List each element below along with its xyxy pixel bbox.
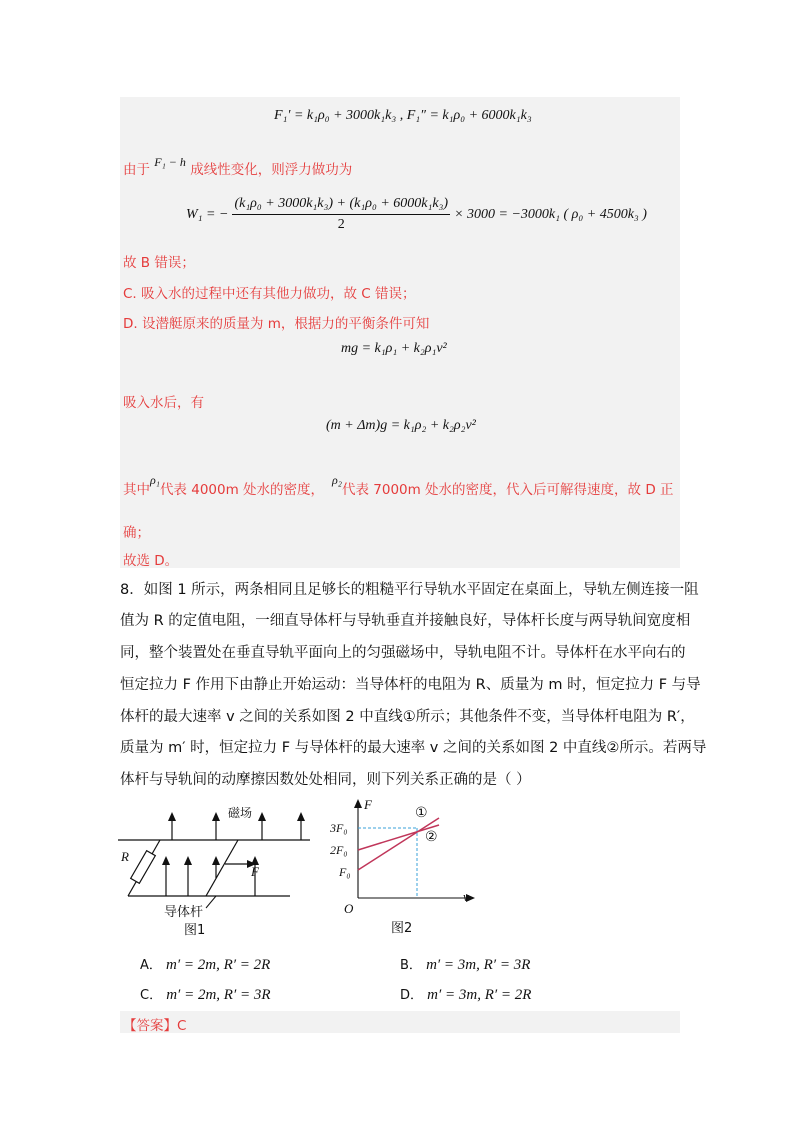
- tick-2F0: 2F₀: [330, 843, 348, 857]
- question-line-4: 恒定拉力 F 作用下由静止开始运动：当导体杆的电阻为 R、质量为 m 时，恒定拉力 F 与导: [120, 677, 701, 693]
- option-a[interactable]: [140, 954, 270, 974]
- resistor: [131, 851, 156, 884]
- figure-1-circuit: [110, 800, 330, 940]
- line-2-label: ②: [425, 829, 438, 845]
- work-numerator: (k₁ρ₀ + 3000k₁k₃) + (k₁ρ₀ + 6000k₁k₃): [232, 196, 450, 215]
- answer-line: [123, 1014, 186, 1034]
- line-linear: [123, 155, 353, 178]
- work-lhs: W₁ = −: [186, 206, 229, 222]
- question-line-6: 质量为 m′ 时，恒定拉力 F 与导体杆的最大速率 v 之间的关系如图 2 中直线②所示。若两导: [120, 740, 707, 756]
- label-F: F: [251, 864, 259, 879]
- origin-label: O: [344, 901, 354, 916]
- question-line-2: 值为 R 的定值电阻，一细直导体杆与导轨垂直并接触良好，导体杆长度与两导轨间宽度相: [120, 613, 691, 629]
- line-linear-var: F₁ − h: [154, 155, 186, 169]
- line-rho: [123, 473, 674, 498]
- work-fraction: [232, 196, 450, 233]
- question-line-7: 体杆与导轨间的动摩擦因数处处相同，则下列关系正确的是（ ）: [120, 772, 531, 788]
- option-b-letter: B．: [400, 958, 422, 973]
- tick-F0: F₀: [339, 865, 351, 879]
- option-d-letter: D．: [400, 988, 424, 1003]
- option-c-text: m′ = 2m, R′ = 3R: [166, 987, 271, 1003]
- line-c: C. 吸入水的过程中还有其他力做功，故 C 错误；: [123, 286, 416, 302]
- work-rhs: × 3000 = −3000k₁ ( ρ₀ + 4500k₃ ): [454, 206, 647, 222]
- axis-x-label: v: [463, 889, 469, 904]
- label-R: R: [121, 849, 129, 864]
- figure-2-caption: 图2: [391, 921, 413, 936]
- option-d-text: m′ = 3m, R′ = 2R: [427, 987, 532, 1003]
- option-a-text: m′ = 2m, R′ = 2R: [166, 957, 271, 973]
- option-c[interactable]: [140, 984, 271, 1004]
- answer-box: [120, 1011, 680, 1033]
- figure-2-graph: [330, 795, 490, 940]
- label-field: 磁场: [228, 806, 253, 820]
- figure-1-caption: 图1: [184, 923, 206, 938]
- line-1-label: ①: [415, 805, 428, 821]
- line-rho-part2: 代表 4000m 处水的密度，: [159, 482, 325, 498]
- line-rho-cont: 确；: [123, 525, 150, 541]
- equation-work: [186, 196, 647, 233]
- rho2-symbol: ρ₂: [332, 473, 342, 487]
- line-d: D. 设潜艇原来的质量为 m，根据力的平衡条件可知: [123, 316, 430, 332]
- equation-balance-1: mg = k₁ρ₁ + k₂ρ₁v²: [341, 341, 447, 356]
- line-rho-part1: 其中: [123, 482, 150, 498]
- line-after-absorb: 吸入水后，有: [123, 395, 204, 411]
- line-choose: 故选 D。: [123, 553, 179, 569]
- question-line-1: 8．如图 1 所示，两条相同且足够长的粗糙平行导轨水平固定在桌面上，导轨左侧连接一阻: [120, 582, 699, 598]
- answer-bracket: 【答案】: [123, 1018, 177, 1034]
- option-b[interactable]: [400, 954, 530, 974]
- line-b-wrong: 故 B 错误；: [123, 255, 195, 271]
- option-d[interactable]: [400, 984, 531, 1004]
- question-line-5: 体杆的最大速率 v 之间的关系如图 2 中直线①所示；其他条件不变，当导体杆电阻为 R′，: [120, 709, 695, 725]
- equation-forces: F₁′ = k₁ρ₀ + 3000k₁k₃ , F₁″ = k₁ρ₀ + 6000k₁k₃: [274, 108, 532, 123]
- rho1-symbol: ρ₁: [150, 473, 160, 487]
- option-b-text: m′ = 3m, R′ = 3R: [426, 957, 531, 973]
- tick-3F0: 3F₀: [330, 821, 348, 835]
- axis-y-label: F: [364, 797, 372, 812]
- answer-value: C: [177, 1018, 187, 1034]
- option-c-letter: C．: [140, 988, 163, 1003]
- equation-balance-2: (m + Δm)g = k₁ρ₂ + k₂ρ₂v²: [326, 418, 476, 433]
- line-linear-prefix: 由于: [123, 162, 150, 178]
- line-linear-suffix: 成线性变化，则浮力做功为: [190, 162, 353, 178]
- label-rod: 导体杆: [164, 905, 204, 920]
- option-a-letter: A．: [140, 958, 162, 973]
- question-line-3: 同，整个装置处在垂直导轨平面向上的匀强磁场中，导轨电阻不计。导体杆在水平向右的: [120, 645, 686, 661]
- work-denominator: 2: [337, 217, 345, 232]
- line-rho-part3: 代表 7000m 处水的密度，代入后可解得速度，故 D 正: [341, 482, 674, 498]
